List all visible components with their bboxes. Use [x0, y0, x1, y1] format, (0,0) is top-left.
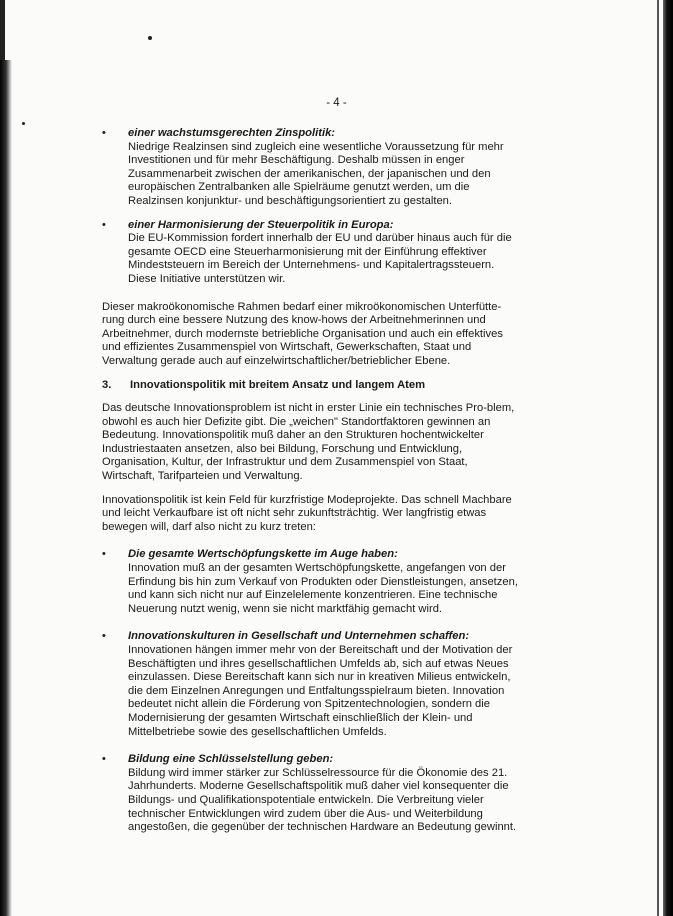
list-item-title: Bildung eine Schlüsselstellung geben:	[128, 753, 334, 766]
scan-speck	[148, 36, 152, 40]
list-item-text: Bildung wird immer stärker zur Schlüsselressource für die Ökonomie des 21. Jahrhunderts. Moderne Gesellschaftspolitik muß daher viel konsequenter die Bildungs- und Qualifikationspotentiale entwickeln. Die Verbreitung vieler technischer Entwicklungen wird zudem über die Aus- und Weiterbildung angestoßen, die gegenüber der technischen Hardware an Bedeutung gewinnt.	[128, 766, 517, 834]
list-item	[102, 127, 518, 209]
list-item-title: Innovationskulturen in Gesellschaft und Unternehmen schaffen:	[128, 630, 470, 643]
scan-border-right	[663, 0, 673, 916]
document-body	[102, 127, 518, 845]
scan-border-top-left	[0, 0, 5, 60]
list-item-text: Innovationen hängen immer mehr von der Bereitschaft und der Motivation der Beschäftigten und ihres gesellschaftlichen Umfelds ab, sich auf etwas Neues einzulassen. Diese Bereitschaft kann sich nur in kreativen Milieus entwickeln, die dem Einzelnen Anregungen und Entfaltungsspielraum bieten. Innovation bedeutet nicht allein die Förderung von Spitzentechnologien, sondern die Modernisierung der gesamten Wirtschaft einschließlich der Klein- und Mittelbetriebe sowie des gesellschaftlichen Umfelds.	[128, 644, 513, 738]
body-paragraph: Dieser makroökonomische Rahmen bedarf einer mikroökonomischen Unterfütte-rung durch eine bessere Nutzung des know-hows der Arbeitnehmerinnen und Arbeitnehmer, durch modernste betriebliche Organisation und auch ein effektives und effizientes Zusammenspiel von Wirtschaft, Gewerkschaften, Staat und Verwaltung gerade auch auf einzelwirtschaftlicher/betrieblicher Ebene.	[102, 300, 503, 367]
scan-border-left	[0, 60, 12, 916]
section-number: 3.	[102, 378, 112, 391]
list-item	[102, 219, 518, 287]
list-item-text: Die EU-Kommission fordert innerhalb der EU und darüber hinaus auch für die gesamte OECD eine Steuerharmonisierung mit der Einführung effektiver Mindeststeuern im Bereich der Unternehmens- und Kapitalertragssteuern. Diese Initiative unterstützen wir.	[128, 232, 512, 285]
bullet-marker: •	[102, 127, 106, 139]
list-item-title: einer wachstumsgerechten Zinspolitik:	[128, 127, 336, 139]
list-item	[102, 630, 518, 739]
section-title: Innovationspolitik mit breitem Ansatz und langem Atem	[130, 378, 426, 391]
scan-speck	[22, 122, 25, 125]
list-item-title: Die gesamte Wertschöpfungskette im Auge haben:	[128, 548, 398, 561]
body-paragraph: Das deutsche Innovationsproblem ist nicht in erster Linie ein technisches Pro-blem, obwohl es auch hier Defizite gibt. Die „weichen" Standortfaktoren gewinnen an Bedeutung. Innovationspolitik muß daher an den Strukturen hochentwickelter Industriestaaten ansetzen, also bei Bildung, Forschung und Entwicklung, Organisation, Kultur, der Infrastruktur und dem Zusammenspiel von Staat, Wirtschaft, Tarifparteien und Verwaltung.	[102, 402, 515, 483]
scan-line-right	[657, 0, 659, 916]
list-item	[102, 753, 518, 835]
list-item	[102, 548, 518, 616]
list-item-title: einer Harmonisierung der Steuerpolitik in Europa:	[128, 218, 394, 231]
bullet-marker: •	[102, 630, 106, 643]
list-item-text: Innovation muß an der gesamten Wertschöpfungskette, angefangen von der Erfindung bis hin zum Verkauf von Produkten oder Dienstleistungen, ansetzen, und kann sich nicht nur auf Einzelelemente konzentrieren. Eine technische Neuerung nutzt wenig, wenn sie nicht marktfähig gemacht wird.	[128, 562, 518, 615]
bullet-marker: •	[102, 218, 106, 231]
body-paragraph: Innovationspolitik ist kein Feld für kurzfristige Modeprojekte. Das schnell Machbare und leicht Verkaufbare ist oft nicht sehr zukunftsträchtig. Wer langfristig etwas bewegen will, darf also nicht zu kurz treten:	[102, 493, 512, 533]
bullet-marker: •	[102, 548, 106, 561]
section-heading	[102, 379, 518, 393]
bullet-marker: •	[102, 753, 106, 766]
list-item-text: Niedrige Realzinsen sind zugleich eine wesentliche Voraussetzung für mehr Investitionen und für mehr Beschäftigung. Deshalb müssen in enger Zusammenarbeit zwischen der amerikanischen, der japanischen und den europäischen Zentralbanken alle Spielräume genutzt werden, um die Realzinsen konjunktur- und beschäftigungsorientiert zu gestalten.	[128, 140, 504, 207]
page-number: - 4 -	[326, 97, 347, 109]
